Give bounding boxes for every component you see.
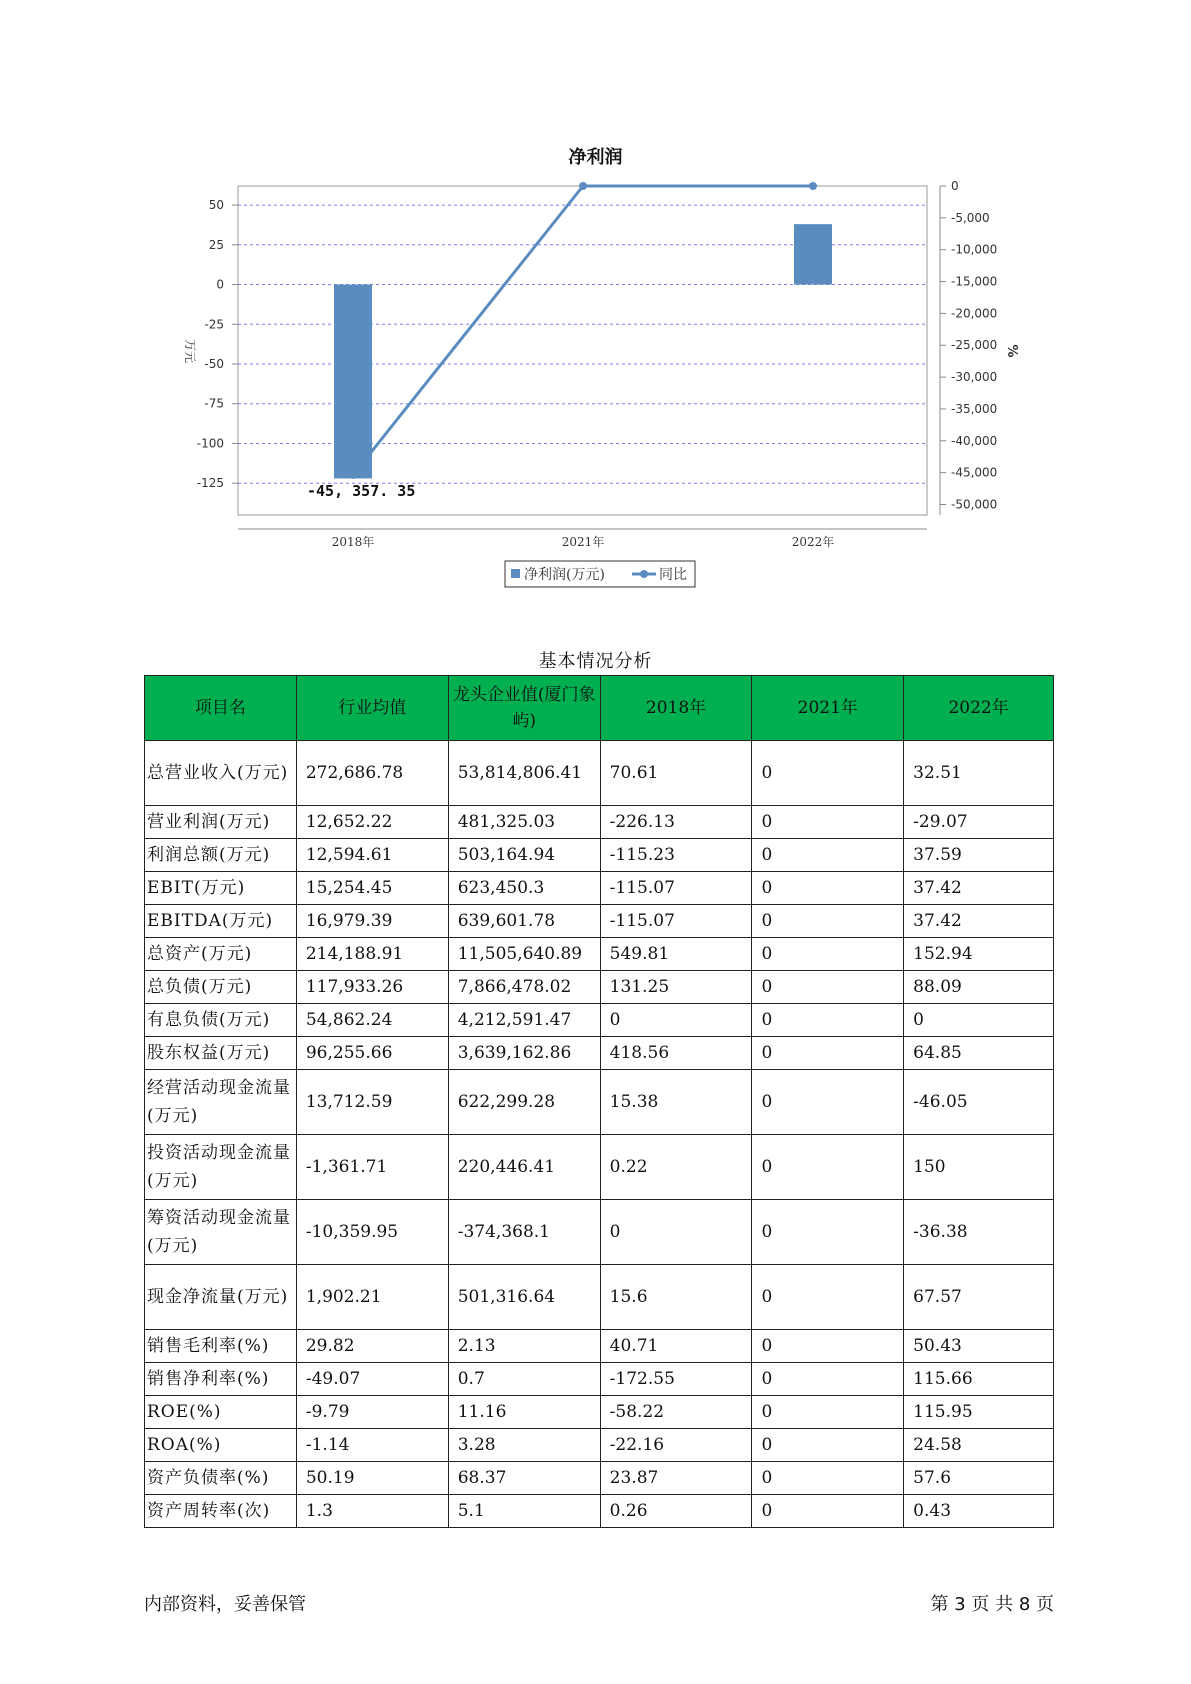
row-label: 利润总额(万元)	[145, 839, 297, 872]
row-label: EBITDA(万元)	[145, 905, 297, 938]
table-cell: 1.3	[296, 1495, 448, 1528]
table-cell: 0	[752, 938, 904, 971]
row-label: 筹资活动现金流量(万元)	[145, 1200, 297, 1265]
table-cell: 37.42	[904, 872, 1054, 905]
table-cell: 57.6	[904, 1462, 1054, 1495]
row-label: 股东权益(万元)	[145, 1037, 297, 1070]
right-tick-label: -50,000	[951, 497, 998, 512]
table-cell: 7,866,478.02	[448, 971, 600, 1004]
table-cell: 0	[600, 1004, 752, 1037]
table-cell: 50.19	[296, 1462, 448, 1495]
table-cell: 623,450.3	[448, 872, 600, 905]
table-cell: 64.85	[904, 1037, 1054, 1070]
table-cell: 54,862.24	[296, 1004, 448, 1037]
table-row	[145, 938, 1054, 971]
footer-page-number: 第 3 页 共 8 页	[930, 1594, 1054, 1615]
x-tick-label: 2018年	[331, 535, 375, 549]
table-cell: -58.22	[600, 1396, 752, 1429]
table-cell: 53,814,806.41	[448, 741, 600, 806]
row-label: 投资活动现金流量(万元)	[145, 1135, 297, 1200]
header-item-name: 项目名	[145, 676, 297, 741]
table-cell: 11,505,640.89	[448, 938, 600, 971]
right-tick-label: -45,000	[951, 465, 998, 480]
table-row	[145, 1004, 1054, 1037]
table-cell: 0.43	[904, 1495, 1054, 1528]
header-2021: 2021年	[752, 676, 904, 741]
row-label: 总负债(万元)	[145, 971, 297, 1004]
table-row	[145, 1495, 1054, 1528]
row-label: ROA(%)	[145, 1429, 297, 1462]
analysis-table	[144, 675, 1054, 1528]
right-tick-label: -10,000	[951, 242, 998, 257]
table-cell: 0	[752, 1265, 904, 1330]
table-cell: 12,652.22	[296, 806, 448, 839]
chart-title: 净利润	[568, 147, 623, 168]
row-label: EBIT(万元)	[145, 872, 297, 905]
table-row	[145, 806, 1054, 839]
right-tick-label: -15,000	[951, 274, 998, 289]
table-cell: 272,686.78	[296, 741, 448, 806]
table-cell: 3.28	[448, 1429, 600, 1462]
header-2022: 2022年	[904, 676, 1054, 741]
table-cell: 0	[752, 1429, 904, 1462]
x-tick-label: 2021年	[561, 535, 605, 549]
header-2018: 2018年	[600, 676, 752, 741]
table-cell: 0	[752, 1200, 904, 1265]
right-tick-label: 0	[951, 179, 959, 193]
table-cell: 0	[752, 1135, 904, 1200]
table-row	[145, 1429, 1054, 1462]
table-cell: 15.6	[600, 1265, 752, 1330]
row-label: 资产周转率(次)	[145, 1495, 297, 1528]
table-cell: 150	[904, 1135, 1054, 1200]
right-tick-label: -40,000	[951, 433, 998, 448]
table-cell: 0	[752, 971, 904, 1004]
table-cell: -46.05	[904, 1070, 1054, 1135]
legend-bar-swatch	[511, 569, 520, 578]
table-cell: 50.43	[904, 1330, 1054, 1363]
table-cell: 0	[752, 1330, 904, 1363]
table-row	[145, 1396, 1054, 1429]
table-cell: 115.66	[904, 1363, 1054, 1396]
left-tick-label: -50	[204, 357, 224, 372]
table-cell: 0.26	[600, 1495, 752, 1528]
table-cell: -36.38	[904, 1200, 1054, 1265]
table-cell: 11.16	[448, 1396, 600, 1429]
yoy-point-2021年	[579, 182, 587, 190]
table-cell: -226.13	[600, 806, 752, 839]
header-industry-avg: 行业均值	[296, 676, 448, 741]
table-cell: 12,594.61	[296, 839, 448, 872]
legend-line-marker	[640, 570, 648, 578]
table-cell: 549.81	[600, 938, 752, 971]
table-cell: 0	[752, 1363, 904, 1396]
table-cell: 0.7	[448, 1363, 600, 1396]
row-label: 总营业收入(万元)	[145, 741, 297, 806]
table-cell: 0	[752, 741, 904, 806]
table-cell: 3,639,162.86	[448, 1037, 600, 1070]
table-cell: 88.09	[904, 971, 1054, 1004]
table-cell: 117,933.26	[296, 971, 448, 1004]
table-cell: 0	[752, 1495, 904, 1528]
table-cell: 5.1	[448, 1495, 600, 1528]
table-row	[145, 1330, 1054, 1363]
table-row	[145, 1135, 1054, 1200]
yoy-point-2022年	[809, 182, 817, 190]
table-cell: 4,212,591.47	[448, 1004, 600, 1037]
table-cell: -29.07	[904, 806, 1054, 839]
row-label: 资产负债率(%)	[145, 1462, 297, 1495]
table-cell: 0	[752, 1070, 904, 1135]
table-row	[145, 741, 1054, 806]
table-cell: -374,368.1	[448, 1200, 600, 1265]
table-cell: -115.23	[600, 839, 752, 872]
right-tick-label: -25,000	[951, 338, 998, 353]
table-cell: -115.07	[600, 905, 752, 938]
net-profit-chart	[0, 0, 1191, 620]
left-tick-label: -75	[204, 396, 224, 411]
bar-2022年	[794, 224, 832, 284]
table-cell: 2.13	[448, 1330, 600, 1363]
row-label: 有息负债(万元)	[145, 1004, 297, 1037]
table-cell: 15.38	[600, 1070, 752, 1135]
table-cell: -1.14	[296, 1429, 448, 1462]
right-tick-label: -30,000	[951, 370, 998, 385]
table-cell: 32.51	[904, 741, 1054, 806]
table-cell: 16,979.39	[296, 905, 448, 938]
table-cell: 0	[752, 1396, 904, 1429]
left-tick-label: -100	[196, 436, 224, 451]
table-cell: -22.16	[600, 1429, 752, 1462]
left-tick-label: -125	[196, 476, 224, 491]
table-row	[145, 1462, 1054, 1495]
row-label: 经营活动现金流量(万元)	[145, 1070, 297, 1135]
table-cell: 24.58	[904, 1429, 1054, 1462]
table-cell: 0	[904, 1004, 1054, 1037]
table-row	[145, 1363, 1054, 1396]
table-cell: -9.79	[296, 1396, 448, 1429]
table-cell: -49.07	[296, 1363, 448, 1396]
table-cell: 622,299.28	[448, 1070, 600, 1135]
left-tick-label: 0	[216, 277, 224, 292]
table-cell: 0	[752, 905, 904, 938]
table-cell: 0	[600, 1200, 752, 1265]
table-cell: 639,601.78	[448, 905, 600, 938]
table-cell: 115.95	[904, 1396, 1054, 1429]
yoy-point-2018年	[349, 471, 357, 479]
right-tick-label: -20,000	[951, 306, 998, 321]
table-cell: 0	[752, 806, 904, 839]
table-cell: 68.37	[448, 1462, 600, 1495]
table-cell: 131.25	[600, 971, 752, 1004]
left-tick-label: -25	[204, 317, 224, 332]
table-cell: -172.55	[600, 1363, 752, 1396]
table-caption: 基本情况分析	[538, 651, 653, 672]
table-cell: 96,255.66	[296, 1037, 448, 1070]
table-cell: 220,446.41	[448, 1135, 600, 1200]
table-row	[145, 1200, 1054, 1265]
table-cell: -10,359.95	[296, 1200, 448, 1265]
table-cell: 503,164.94	[448, 839, 600, 872]
table-row	[145, 905, 1054, 938]
header-leader-value: 龙头企业值(厦门象屿)	[448, 676, 600, 741]
table-cell: 0	[752, 1037, 904, 1070]
table-cell: 214,188.91	[296, 938, 448, 971]
footer-confidential: 内部资料，妥善保管	[144, 1594, 306, 1615]
row-label: 销售毛利率(%)	[145, 1330, 297, 1363]
table-cell: 0	[752, 839, 904, 872]
legend-bar-label: 净利润(万元)	[524, 567, 605, 583]
right-tick-label: -5,000	[951, 210, 990, 225]
table-row	[145, 1265, 1054, 1330]
table-row	[145, 971, 1054, 1004]
table-cell: 501,316.64	[448, 1265, 600, 1330]
table-header-row	[145, 676, 1054, 741]
left-tick-label: 25	[208, 237, 224, 252]
table-cell: 37.59	[904, 839, 1054, 872]
row-label: 销售净利率(%)	[145, 1363, 297, 1396]
table-cell: 29.82	[296, 1330, 448, 1363]
table-cell: 0	[752, 872, 904, 905]
left-tick-label: 50	[208, 198, 224, 213]
left-axis-label: 万元	[183, 338, 197, 364]
table-cell: -1,361.71	[296, 1135, 448, 1200]
right-axis-label: %	[1004, 344, 1019, 358]
table-cell: 40.71	[600, 1330, 752, 1363]
x-tick-label: 2022年	[791, 535, 835, 549]
legend-line-label: 同比	[659, 567, 687, 583]
table-row	[145, 839, 1054, 872]
table-row	[145, 872, 1054, 905]
table-cell: 15,254.45	[296, 872, 448, 905]
table-cell: 0	[752, 1004, 904, 1037]
table-cell: 0	[752, 1462, 904, 1495]
table-cell: 0.22	[600, 1135, 752, 1200]
table-cell: -115.07	[600, 872, 752, 905]
table-cell: 1,902.21	[296, 1265, 448, 1330]
table-row	[145, 1037, 1054, 1070]
row-label: ROE(%)	[145, 1396, 297, 1429]
row-label: 总资产(万元)	[145, 938, 297, 971]
table-cell: 23.87	[600, 1462, 752, 1495]
row-label: 营业利润(万元)	[145, 806, 297, 839]
table-cell: 67.57	[904, 1265, 1054, 1330]
table-cell: 418.56	[600, 1037, 752, 1070]
data-label: -45, 357. 35	[307, 482, 416, 500]
table-row	[145, 1070, 1054, 1135]
bar-2018年	[334, 285, 372, 479]
table-cell: 152.94	[904, 938, 1054, 971]
row-label: 现金净流量(万元)	[145, 1265, 297, 1330]
table-cell: 481,325.03	[448, 806, 600, 839]
right-tick-label: -35,000	[951, 401, 998, 416]
table-cell: 37.42	[904, 905, 1054, 938]
table-cell: 70.61	[600, 741, 752, 806]
table-cell: 13,712.59	[296, 1070, 448, 1135]
